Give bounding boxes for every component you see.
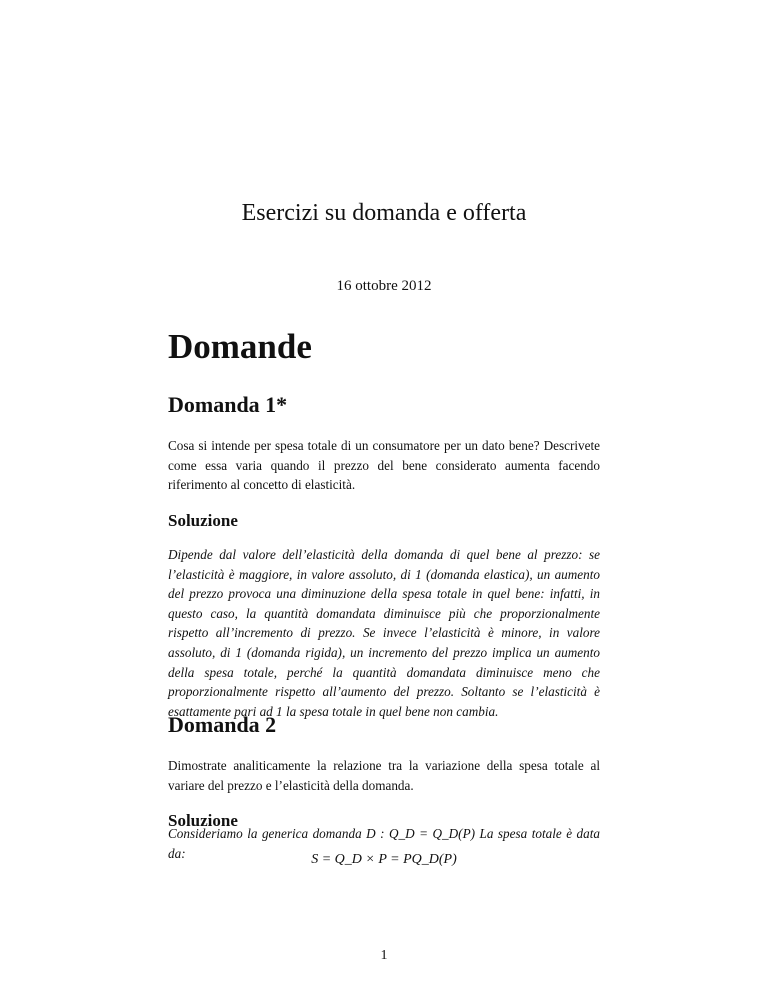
section-heading: Domande xyxy=(168,327,312,366)
question-2-solution-heading: Soluzione xyxy=(168,811,238,830)
spesa-totale-formula: S = Q_D × P = PQ_D(P) xyxy=(311,852,457,867)
question-1-text: Cosa si intende per spesa totale di un consumatore per un dato bene? Descrivete come essa varia quando il prezzo del bene considerato aumenta facendo riferimento al concetto di elasticità. xyxy=(168,438,600,493)
question-2-text: Dimostrate analiticamente la relazione tra la variazione della spesa totale al variare del prezzo e l’elasticità della domanda. xyxy=(168,758,600,793)
document-title: Esercizi su domanda e offerta xyxy=(241,200,527,226)
question-1-solution-text: Dipende dal valore dell’elasticità della domanda di quel bene al prezzo: se l’elasticità è maggiore, in valore assoluto, di 1 (domanda elastica), un aumento del prezzo provoca una diminuzione della spesa totale in quel bene: infatti, in questo caso, la quantità domandata diminuisce più che proporzionalmente rispetto all’incremento di prezzo. Se invece l’elasticità è minore, in valore assoluto, di 1 (domanda rigida), un incremento del prezzo implica un aumento della spesa totale, perché la quantità domandata diminuisce meno che proporzionalmente rispetto all’aumento del prezzo. Soltanto se l’elasticità è esattamente pari ad 1 la spesa totale in quel bene non cambia. xyxy=(168,547,600,719)
document-date: 16 ottobre 2012 xyxy=(336,278,432,294)
question-2-heading: Domanda 2 xyxy=(168,712,277,737)
question-1-solution-heading: Soluzione xyxy=(168,511,238,530)
question-2-solution-text: Consideriamo la generica domanda D : Q_D = Q_D(P) La spesa totale è data da: xyxy=(168,826,600,861)
question-1-heading: Domanda 1* xyxy=(168,392,288,417)
page-number: 1 xyxy=(380,948,388,963)
